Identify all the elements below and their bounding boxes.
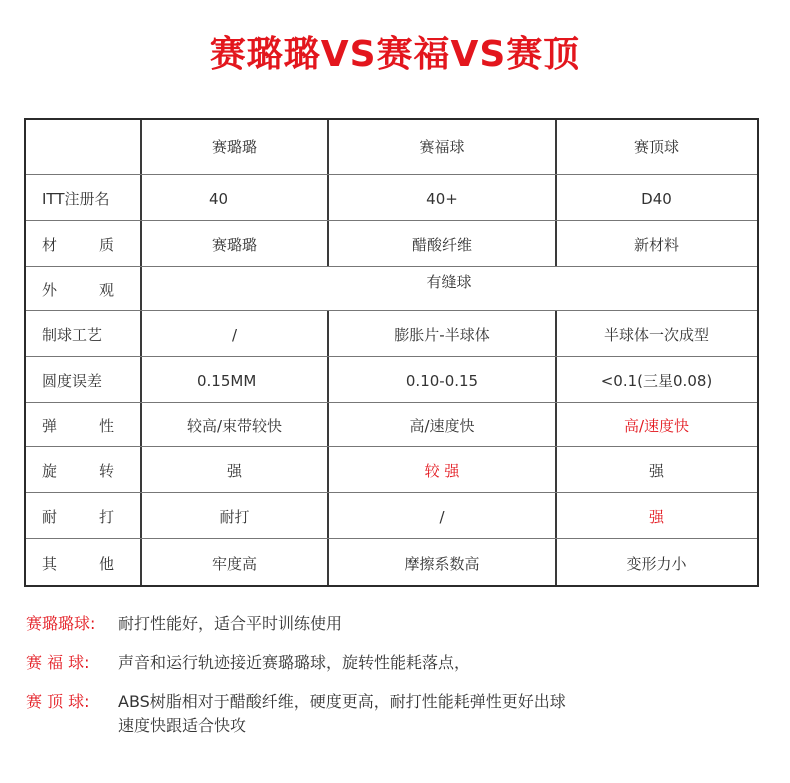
row-label [42, 280, 114, 300]
row-divider [26, 310, 757, 311]
note-text: 耐打性能好，适合平时训练使用 [118, 614, 343, 633]
row-label: 圆度误差 [42, 372, 103, 390]
table-cell: 强 [648, 462, 664, 480]
table-cell: 牢度高 [211, 555, 257, 573]
row-label-char: 材 [42, 236, 58, 254]
column-divider [327, 310, 329, 585]
table-cell: 高/速度快 [623, 417, 690, 435]
table-cell: 半球体一次成型 [603, 326, 709, 344]
row-label-char: 质 [98, 236, 114, 254]
row-label-char: 转 [98, 462, 114, 480]
row-label-char: 观 [98, 281, 114, 299]
row-divider [26, 220, 757, 221]
column-divider [555, 310, 557, 585]
table-cell: 强 [648, 508, 664, 526]
row-label: ITT注册名 [42, 190, 110, 208]
row-divider [26, 402, 757, 403]
row-label-char: 其 [42, 555, 58, 573]
table-cell: 较 强 [424, 462, 460, 480]
note-text: ABS树脂相对于醋酸纤维，硬度更高，耐打性能耗弹性更好出球 [118, 692, 566, 711]
row-label-char: 打 [98, 508, 114, 526]
note-line [26, 651, 470, 675]
table-cell: 0.15MM [197, 372, 257, 390]
note-text-continued: 速度快跟适合快攻 [118, 716, 247, 735]
row-label-char: 弹 [42, 417, 58, 435]
row-divider [26, 356, 757, 357]
table-cell: 耐打 [219, 508, 250, 526]
table-cell: 强 [226, 462, 242, 480]
table-cell: 40 [209, 190, 229, 208]
table-cell: 0.10-0.15 [405, 372, 479, 390]
table-cell: 变形力小 [626, 555, 687, 573]
row-label-char: 他 [98, 555, 114, 573]
column-header: 赛福球 [419, 138, 465, 156]
note-label: 赛 顶 球: [26, 692, 90, 711]
table-cell: 较高/束带较快 [186, 417, 283, 435]
column-header: 赛璐璐 [211, 138, 257, 156]
comparison-table [24, 118, 759, 587]
table-cell: / [231, 326, 238, 344]
table-cell: D40 [641, 190, 672, 208]
page-title: 赛璐璐VS赛福VS赛顶 [209, 34, 581, 75]
table-cell: <0.1(三星0.08) [600, 372, 713, 390]
table-cell: 40+ [426, 190, 458, 208]
table-cell: 醋酸纤维 [411, 236, 472, 254]
merged-cell: 有缝球 [426, 273, 472, 291]
row-divider [26, 266, 757, 267]
note-label: 赛璐璐球: [26, 614, 96, 633]
column-header: 赛顶球 [633, 138, 679, 156]
table-cell: 赛璐璐 [211, 236, 257, 254]
row-label: 制球工艺 [42, 326, 103, 344]
row-divider [26, 492, 757, 493]
row-divider [26, 446, 757, 447]
row-label-char: 外 [42, 281, 58, 299]
row-label [42, 416, 114, 436]
table-cell: 膨胀片-半球体 [394, 326, 490, 344]
row-label [42, 507, 114, 527]
table-cell: 摩擦系数高 [404, 555, 480, 573]
row-divider [26, 538, 757, 539]
row-label-char: 性 [98, 417, 114, 435]
note-text: 声音和运行轨迹接近赛璐璐球，旋转性能耗落点， [118, 653, 471, 672]
row-label [42, 554, 114, 574]
table-cell: / [439, 508, 445, 526]
row-label [42, 461, 114, 481]
row-label [42, 235, 114, 255]
note-line [26, 612, 342, 636]
note-line [26, 690, 566, 738]
row-label-char: 旋 [42, 462, 58, 480]
note-label: 赛 福 球: [26, 653, 90, 672]
table-cell: 高/速度快 [409, 417, 475, 435]
row-divider [26, 174, 757, 175]
row-label-char: 耐 [42, 508, 58, 526]
table-cell: 新材料 [633, 236, 679, 254]
